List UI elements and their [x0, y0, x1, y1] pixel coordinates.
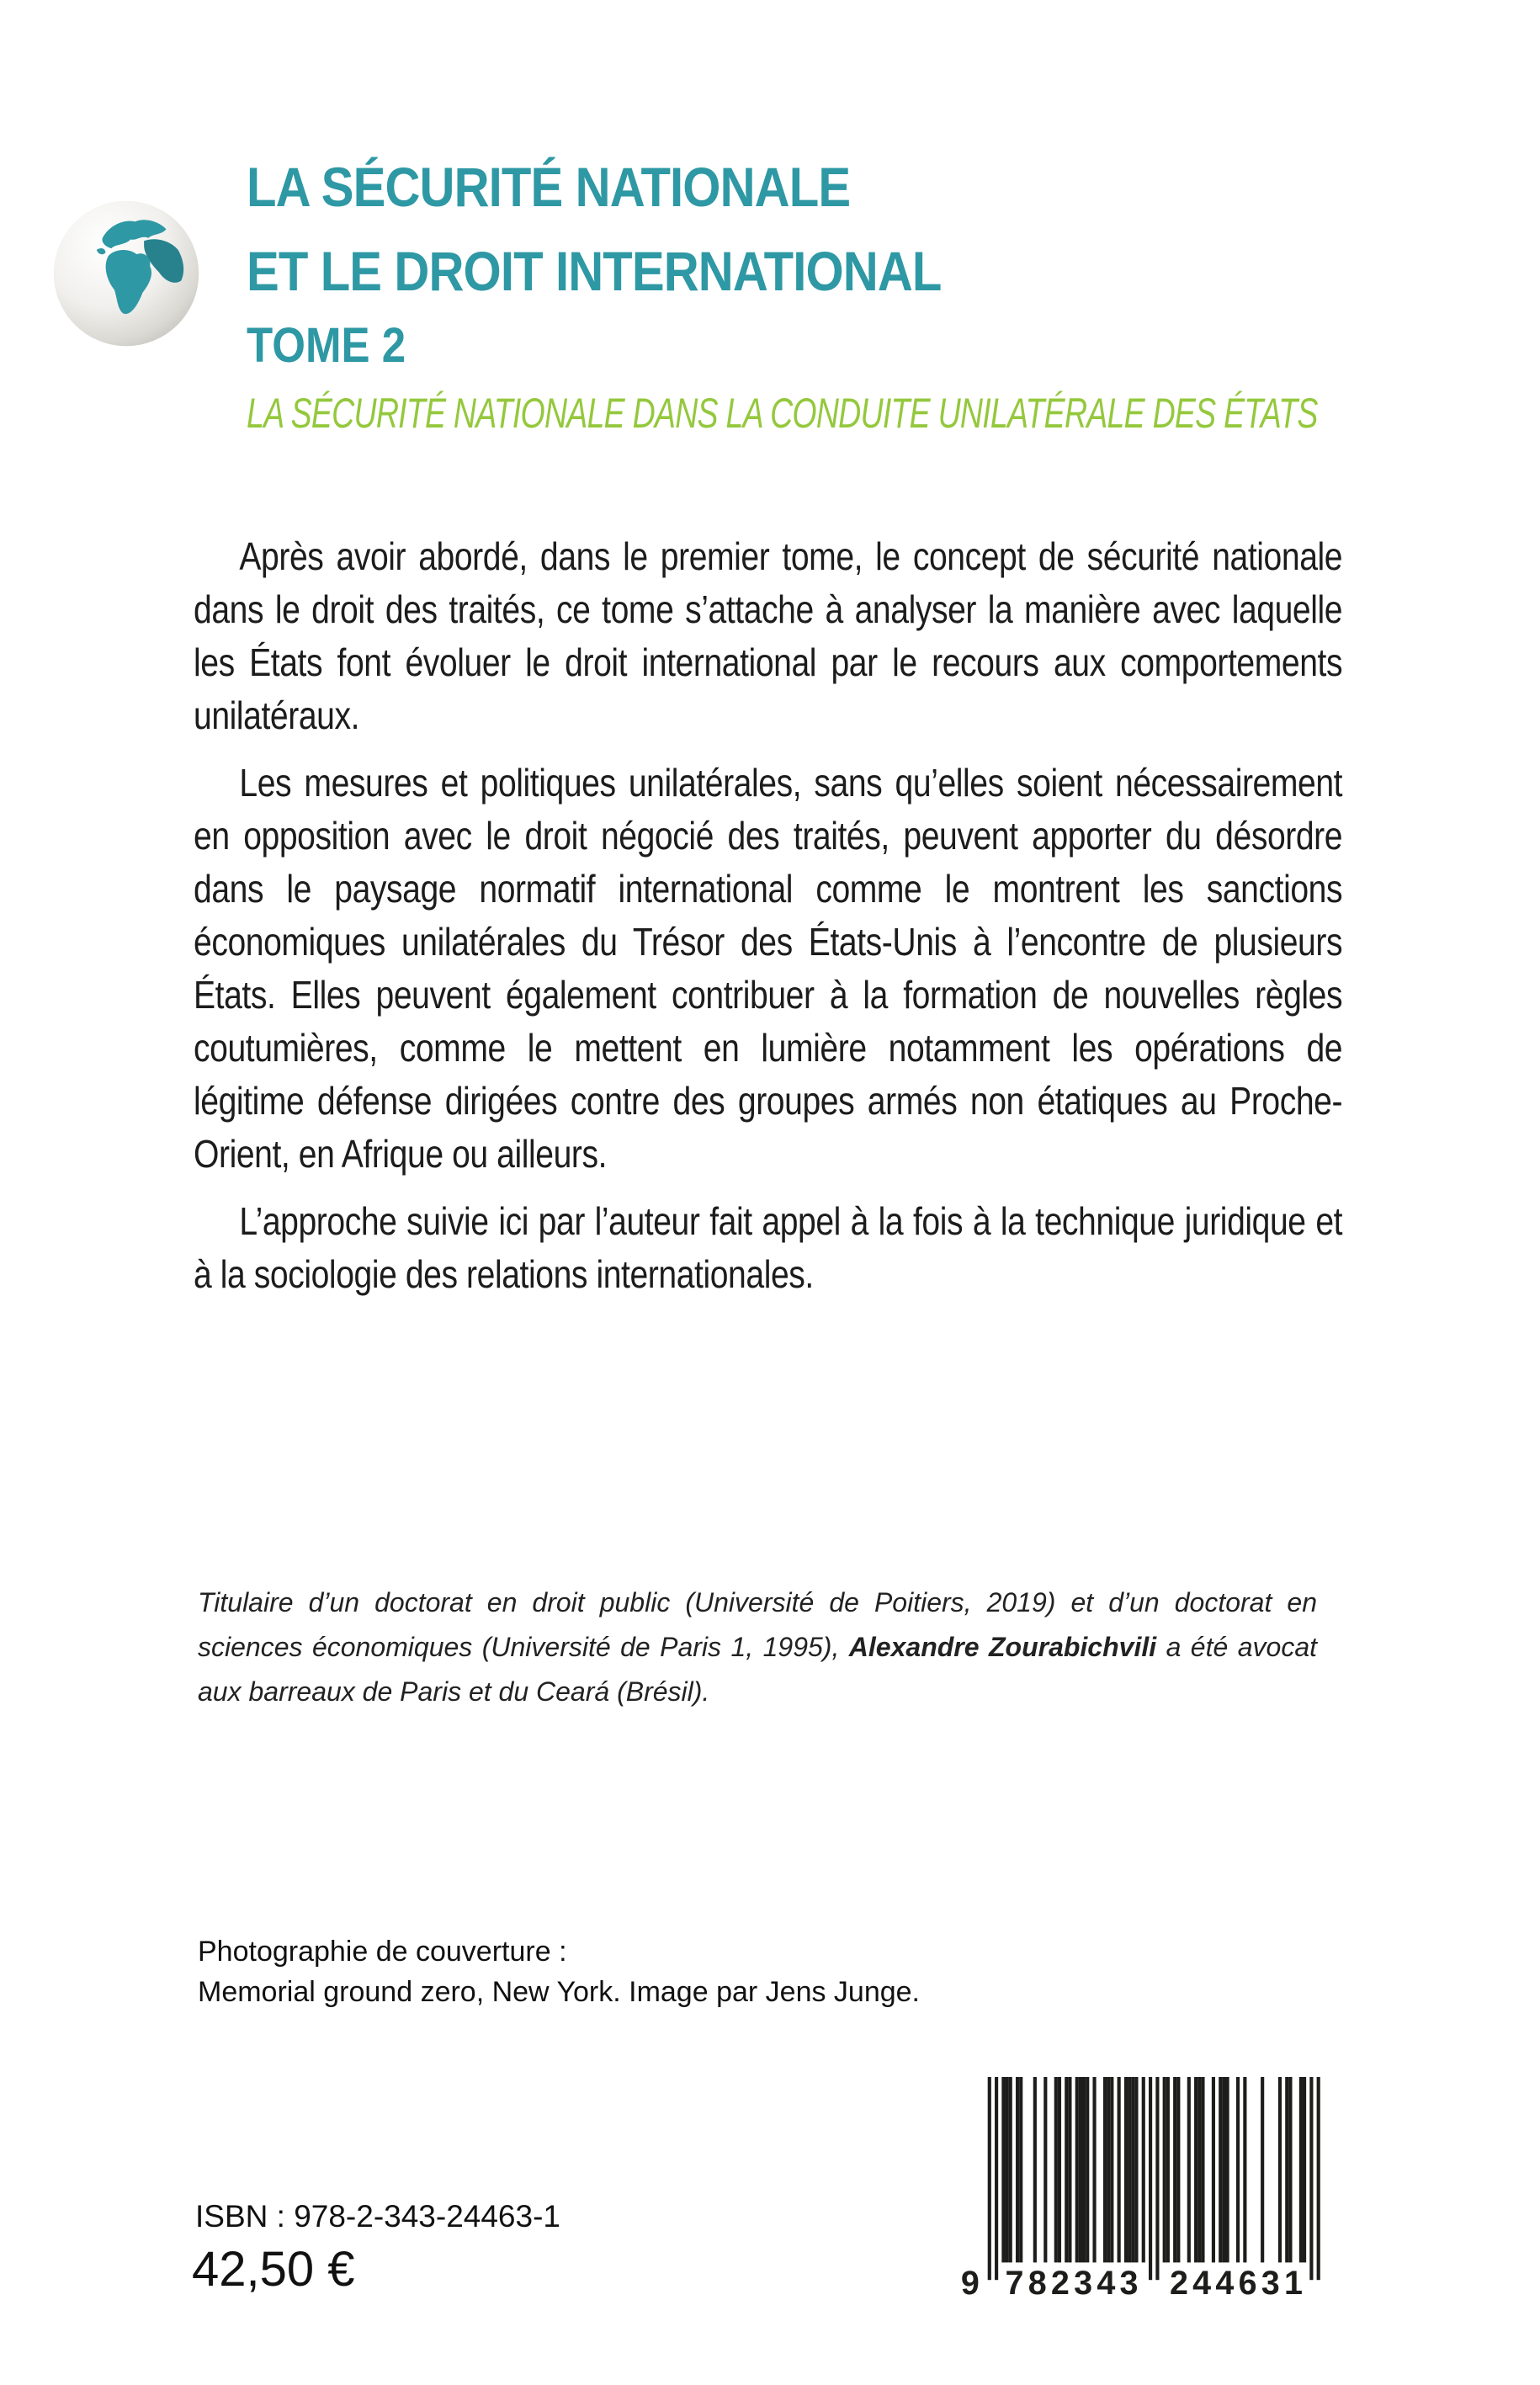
barcode-digit-first: 9	[960, 2264, 980, 2297]
isbn: ISBN : 978-2-343-24463-1	[195, 2199, 560, 2234]
barcode	[954, 2077, 1343, 2297]
barcode-bars	[988, 2077, 1320, 2280]
title-block	[247, 145, 1526, 439]
photo-credit-line-2: Memorial ground zero, New York. Image par Jens Junge.	[198, 1976, 921, 2008]
blurb	[194, 530, 1342, 1315]
blurb-paragraph-3: L’approche suivie ici par l’auteur fait appel à la fois à la technique juridique et à la sociologie des relations internationales.	[194, 1199, 1343, 1296]
author-name: Alexandre Zourabichvili	[848, 1632, 1157, 1662]
price: 42,50 €	[192, 2242, 355, 2297]
photo-credit-line-1: Photographie de couverture :	[198, 1936, 567, 1968]
blurb-paragraph-2: Les mesures et politiques unilatérales, sans qu’elles soient nécessairement en opposition avec le droit négocié des traités, peuvent apporter du désordre dans le paysage normatif international comme le montrent les sanctions économiques unilatérales du Trésor des États-Unis à l’encontre de plusieurs États. Elles peuvent également contribuer à la formation de nouvelles règles coutumières, comme le mettent en lumière notamment les opérations de légitime défense dirigées contre des groupes armés non étatiques au Proche-Orient, en Afrique ou ailleurs.	[194, 761, 1343, 1176]
globe-logo-icon	[52, 199, 200, 348]
book-title	[247, 145, 1526, 313]
barcode-svg	[954, 2077, 1343, 2297]
bio-text-after: a été avocat aux barreaux de Paris et du Ceará (Brésil).	[198, 1632, 1318, 1707]
barcode-digits-right: 244631	[1169, 2264, 1303, 2297]
book-subtitle: LA SÉCURITÉ NATIONALE DANS LA CONDUITE UNILATÉRALE DES ÉTATS	[247, 390, 1318, 437]
barcode-digits-left: 782343	[1005, 2264, 1139, 2297]
tome-label: TOME 2	[247, 318, 406, 373]
photo-credit	[198, 1931, 920, 2012]
blurb-paragraph-1: Après avoir abordé, dans le premier tome, le concept de sécurité nationale dans le droit des traités, ce tome s’attache à analyser la manière avec laquelle les États font évoluer le droit international par le recours aux comportements unilatéraux.	[194, 534, 1343, 737]
bio-text-before: Titulaire d’un doctorat en droit public (Université de Poitiers, 2019) et d’un doctorat en sciences économiques (Université de Paris 1, 1995),	[198, 1587, 1317, 1662]
author-bio	[198, 1580, 1317, 1714]
title-line-2: ET LE DROIT INTERNATIONAL	[247, 240, 942, 302]
title-line-1: LA SÉCURITÉ NATIONALE	[247, 156, 851, 218]
